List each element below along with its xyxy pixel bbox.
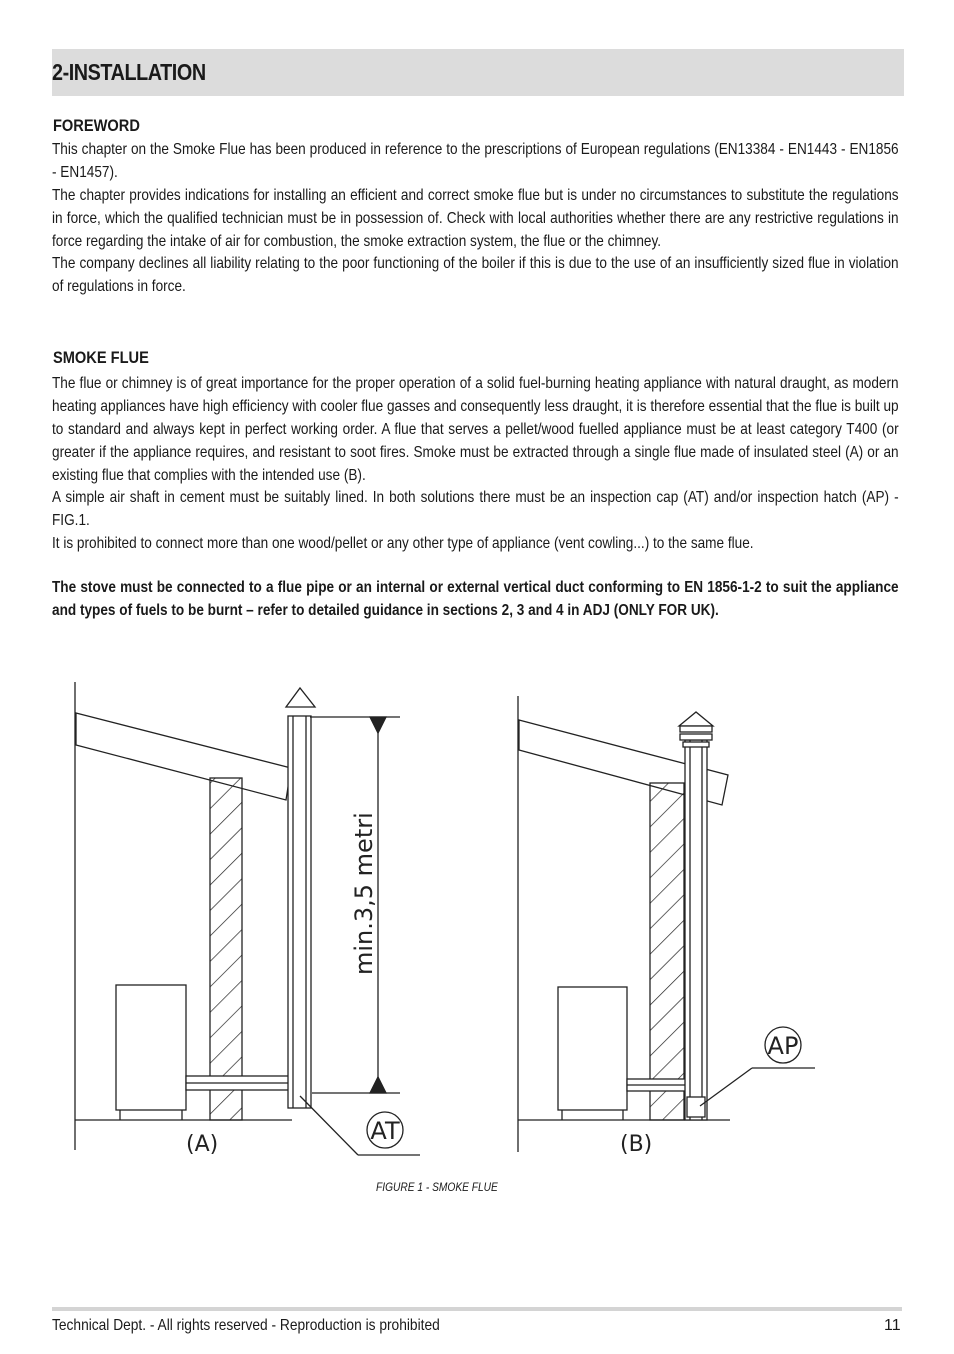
foreword-title: FOREWORD <box>53 116 140 135</box>
foreword-paragraph-1: This chapter on the Smoke Flue has been produced in reference to the prescriptions of European regulations (EN13384 - EN1443 - EN1856 - EN1457). <box>52 141 899 181</box>
smoke-flue-paragraph-3: It is prohibited to connect more than one wood/pellet or any other type of appliance (vent cowling...) to the same flue. <box>52 535 754 552</box>
section-title: 2-INSTALLATION <box>52 59 206 85</box>
footer-text: Technical Dept. - All rights reserved - Reproduction is prohibited <box>52 1317 440 1334</box>
label-ap: AP <box>767 1032 799 1060</box>
foreword-paragraph-3: The company declines all liability relating to the poor functioning of the boiler if this is due to the use of an insufficiently sized flue in violation of regulations in force. <box>52 255 899 295</box>
smoke-flue-paragraph-2: A simple air shaft in cement must be suitably lined. In both solutions there must be an inspection cap (AT) and/or inspection hatch (AP) - FIG.1. <box>52 489 899 529</box>
smoke-flue-diagram <box>0 660 954 1180</box>
label-a: (A) <box>186 1132 219 1157</box>
label-b: (B) <box>620 1132 653 1157</box>
figure-caption: FIGURE 1 - SMOKE FLUE <box>376 1180 498 1194</box>
smoke-flue-paragraph-1: The flue or chimney is of great importance for the proper operation of a solid fuel-burning heating appliance with natural draught, as modern heating appliances have high efficiency with cooler flue gasses and consequently less draught, it is therefore essential that the flue is built up to standard and always kept in perfect working order. A flue that serves a pellet/wood fuelled appliance must be at least category T400 (or greater if the appliance requires, and resistant to soot fires. Smoke must be extracted through a single flue made of insulated steel (A) or an existing flue that complies with the intended use (B). <box>52 375 899 484</box>
smoke-flue-title: SMOKE FLUE <box>53 348 149 367</box>
min-height-label: min.3,5 metri <box>350 812 378 975</box>
section-header-bar <box>52 49 904 96</box>
page-number: 11 <box>884 1317 901 1334</box>
uk-regulation-note: The stove must be connected to a flue pipe or an internal or external vertical duct conforming to EN 1856-1-2 to suit the appliance and types of fuels to be burnt – refer to detailed guidance in sections 2, 3 and 4 in ADJ (ONLY FOR UK). <box>52 579 899 619</box>
label-at: AT <box>370 1117 400 1145</box>
footer-divider <box>52 1307 902 1311</box>
diagram-b <box>518 696 815 1152</box>
foreword-paragraph-2: The chapter provides indications for installing an efficient and correct smoke flue but is under no circumstances to substitute the regulations in force, which the qualified technician must be in possession of. Check with local authorities whether there are any restrictive regulations in force regarding the intake of air for combustion, the smoke extraction system, the flue or the chimney. <box>52 187 899 250</box>
